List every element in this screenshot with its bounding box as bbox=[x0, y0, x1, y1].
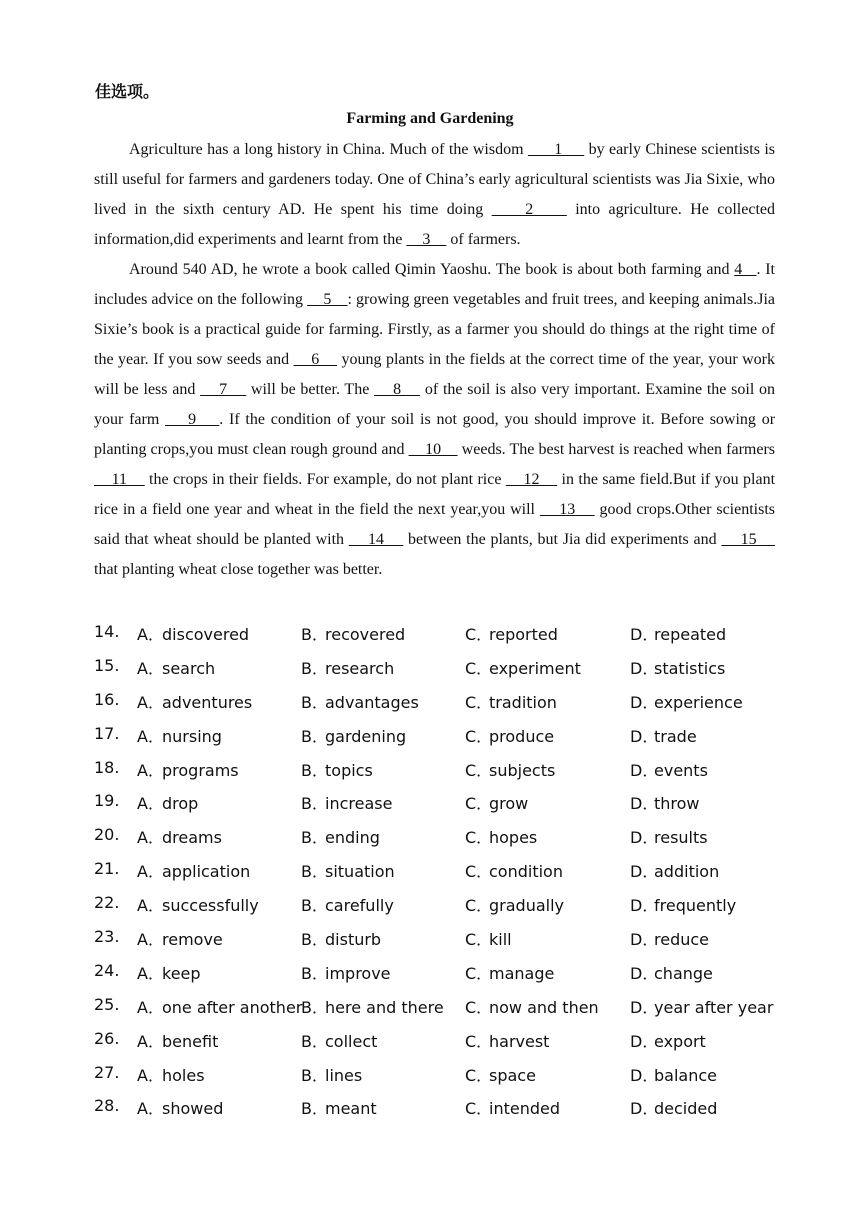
passage-text: between the plants, but Jia did experiments and bbox=[403, 531, 722, 548]
passage-text: : growing green vegetables and fruit trees, and keeping animals.Jia Sixie’s book is a practical guide for farming. Firstly, as a farmer you should do things at the right time of the year. If you sow seeds and bbox=[94, 291, 776, 368]
option-text: application bbox=[162, 862, 251, 882]
question-row bbox=[94, 750, 794, 784]
option-c bbox=[465, 927, 512, 950]
option-b bbox=[301, 690, 419, 713]
option-d bbox=[630, 1096, 717, 1119]
option-text: holes bbox=[162, 1065, 205, 1085]
question-row bbox=[94, 682, 794, 716]
question-row bbox=[94, 1021, 794, 1055]
question-row bbox=[94, 1088, 794, 1122]
option-d bbox=[630, 656, 725, 679]
option-b bbox=[301, 1029, 377, 1052]
blank-2: 2 bbox=[491, 201, 567, 218]
option-text: subjects bbox=[489, 760, 556, 780]
question-number: 20. bbox=[94, 825, 120, 845]
option-letter: B． bbox=[301, 963, 328, 983]
option-text: topics bbox=[325, 760, 373, 780]
option-letter: A． bbox=[137, 1065, 164, 1085]
option-letter: B． bbox=[301, 658, 328, 678]
option-text: hopes bbox=[489, 828, 538, 848]
option-text: meant bbox=[325, 1099, 377, 1119]
question-number: 18. bbox=[94, 757, 120, 777]
option-text: here and there bbox=[325, 997, 444, 1017]
option-d bbox=[630, 961, 713, 984]
option-letter: D． bbox=[630, 963, 659, 983]
option-text: remove bbox=[162, 930, 223, 950]
option-text: research bbox=[325, 658, 395, 678]
passage-text: young plants in the fields at the correct time of the year, your work will be less and bbox=[94, 351, 776, 398]
option-letter: C． bbox=[465, 692, 493, 712]
option-letter: A． bbox=[137, 1031, 164, 1051]
blank-9: 9 bbox=[165, 411, 220, 428]
option-a bbox=[137, 825, 222, 848]
question-options-list bbox=[94, 614, 794, 1122]
blank-13: 13 bbox=[539, 501, 595, 518]
option-c bbox=[465, 791, 528, 814]
option-text: keep bbox=[162, 963, 201, 983]
option-a bbox=[137, 1029, 218, 1052]
option-d bbox=[630, 1029, 706, 1052]
question-number: 25. bbox=[94, 994, 120, 1014]
blank-14: 14 bbox=[348, 531, 404, 548]
option-letter: D． bbox=[630, 658, 659, 678]
passage-text: the crops in their fields. For example, do not plant rice bbox=[144, 471, 506, 488]
option-letter: C． bbox=[465, 896, 493, 916]
question-number: 24. bbox=[94, 960, 120, 980]
question-row bbox=[94, 851, 794, 885]
option-letter: D． bbox=[630, 692, 659, 712]
passage-text: . If the condition of your soil is not good, you should improve it. Before sowing or planting crops,you must clean rough ground and bbox=[94, 411, 776, 458]
option-text: benefit bbox=[162, 1031, 219, 1051]
option-letter: A． bbox=[137, 658, 164, 678]
option-letter: D． bbox=[630, 726, 659, 746]
option-text: grow bbox=[489, 794, 529, 814]
option-letter: A． bbox=[137, 963, 164, 983]
option-letter: D． bbox=[630, 1099, 659, 1119]
blank-4: 4 bbox=[734, 261, 757, 278]
option-d bbox=[630, 825, 708, 848]
option-letter: B． bbox=[301, 930, 328, 950]
option-a bbox=[137, 961, 201, 984]
option-a bbox=[137, 1063, 205, 1086]
option-text: repeated bbox=[654, 625, 727, 644]
option-letter: C． bbox=[465, 726, 493, 746]
question-row bbox=[94, 885, 794, 919]
passage-text: by early Chinese scientists is still useful for farmers and gardeners today. One of China’s early agricultural scientists was Jia Sixie, who lived in the sixth century AD. He spent his time doing bbox=[94, 141, 776, 218]
blank-1: 1 bbox=[527, 141, 585, 158]
option-text: increase bbox=[325, 794, 393, 814]
option-a bbox=[137, 758, 239, 781]
option-c bbox=[465, 995, 599, 1018]
passage-text: into agriculture. He collected information,did experiments and learnt from the bbox=[94, 201, 775, 248]
option-c bbox=[465, 1029, 549, 1052]
question-number: 17. bbox=[94, 723, 120, 743]
option-text: statistics bbox=[654, 658, 726, 678]
option-a bbox=[137, 927, 223, 950]
option-letter: C． bbox=[465, 625, 493, 644]
option-text: results bbox=[654, 828, 708, 848]
option-d bbox=[630, 758, 708, 781]
question-row bbox=[94, 614, 794, 648]
question-number: 22. bbox=[94, 893, 120, 913]
option-text: harvest bbox=[489, 1031, 550, 1051]
option-text: improve bbox=[325, 963, 391, 983]
option-a bbox=[137, 656, 215, 679]
passage bbox=[94, 135, 775, 585]
option-text: adventures bbox=[162, 692, 253, 712]
option-text: nursing bbox=[162, 726, 222, 746]
option-text: balance bbox=[654, 1065, 717, 1085]
paragraph-1 bbox=[94, 135, 775, 255]
option-a bbox=[137, 791, 198, 814]
option-a bbox=[137, 1096, 223, 1119]
option-letter: A． bbox=[137, 760, 164, 780]
option-b bbox=[301, 724, 406, 747]
option-a bbox=[137, 859, 250, 882]
question-row bbox=[94, 648, 794, 682]
question-row bbox=[94, 919, 794, 953]
option-letter: A． bbox=[137, 828, 164, 848]
option-text: year after year bbox=[654, 997, 774, 1017]
passage-text: of the soil is also very important. Examine the soil on your farm bbox=[94, 381, 776, 428]
option-letter: D． bbox=[630, 760, 659, 780]
option-d bbox=[630, 724, 697, 747]
option-c bbox=[465, 724, 554, 747]
option-letter: A． bbox=[137, 896, 164, 916]
option-letter: A． bbox=[137, 997, 164, 1017]
question-row bbox=[94, 987, 794, 1021]
option-text: collect bbox=[325, 1031, 378, 1051]
option-d bbox=[630, 927, 709, 950]
option-letter: D． bbox=[630, 862, 659, 882]
option-text: carefully bbox=[325, 896, 394, 916]
paragraph-2 bbox=[94, 255, 775, 585]
option-text: programs bbox=[162, 760, 239, 780]
option-letter: C． bbox=[465, 1031, 493, 1051]
question-row bbox=[94, 716, 794, 750]
option-letter: B． bbox=[301, 794, 328, 814]
option-a bbox=[137, 995, 302, 1018]
blank-11: 11 bbox=[94, 471, 145, 488]
option-text: reported bbox=[489, 625, 558, 644]
option-c bbox=[465, 758, 555, 781]
passage-title: Farming and Gardening bbox=[346, 110, 514, 127]
option-text: addition bbox=[654, 862, 720, 882]
question-number: 21. bbox=[94, 859, 120, 879]
option-letter: D． bbox=[630, 828, 659, 848]
option-text: decided bbox=[654, 1099, 718, 1119]
option-text: recovered bbox=[325, 625, 406, 644]
option-c bbox=[465, 656, 581, 679]
question-row bbox=[94, 783, 794, 817]
option-b bbox=[301, 1096, 377, 1119]
option-letter: A． bbox=[137, 625, 164, 644]
option-letter: B． bbox=[301, 1065, 328, 1085]
passage-text: in the same field.But if you plant rice in a field one year and wheat in the field the next year,you will bbox=[94, 471, 776, 518]
option-b bbox=[301, 961, 391, 984]
option-text: reduce bbox=[654, 930, 710, 950]
passage-text: will be better. The bbox=[246, 381, 375, 398]
option-text: gradually bbox=[489, 896, 564, 916]
passage-text: . It includes advice on the following bbox=[94, 261, 776, 308]
option-letter: B． bbox=[301, 828, 328, 848]
option-letter: C． bbox=[465, 1099, 493, 1119]
option-letter: C． bbox=[465, 930, 493, 950]
option-letter: A． bbox=[137, 726, 164, 746]
blank-8: 8 bbox=[374, 381, 421, 398]
blank-6: 6 bbox=[293, 351, 338, 368]
option-a bbox=[137, 724, 222, 747]
option-text: events bbox=[654, 760, 708, 780]
option-letter: B． bbox=[301, 625, 328, 644]
option-c bbox=[465, 893, 564, 916]
option-text: one after another bbox=[162, 997, 303, 1017]
question-number: 14. bbox=[94, 622, 120, 641]
passage-text: of farmers. bbox=[446, 231, 521, 248]
option-c bbox=[465, 690, 557, 713]
question-row bbox=[94, 953, 794, 987]
option-b bbox=[301, 825, 380, 848]
option-letter: D． bbox=[630, 625, 659, 644]
option-letter: B． bbox=[301, 1099, 328, 1119]
option-text: change bbox=[654, 963, 713, 983]
option-letter: B． bbox=[301, 997, 328, 1017]
option-text: discovered bbox=[162, 625, 250, 644]
option-text: gardening bbox=[325, 726, 407, 746]
option-d bbox=[630, 893, 736, 916]
option-b bbox=[301, 622, 405, 645]
option-text: lines bbox=[325, 1065, 363, 1085]
option-text: kill bbox=[489, 930, 512, 950]
option-letter: D． bbox=[630, 794, 659, 814]
question-number: 23. bbox=[94, 927, 120, 947]
option-b bbox=[301, 859, 395, 882]
option-letter: A． bbox=[137, 794, 164, 814]
option-letter: C． bbox=[465, 760, 493, 780]
blank-5: 5 bbox=[307, 291, 348, 308]
question-number: 26. bbox=[94, 1028, 120, 1048]
option-text: experience bbox=[654, 692, 743, 712]
blank-3: 3 bbox=[406, 231, 447, 248]
option-letter: B． bbox=[301, 1031, 328, 1051]
option-text: intended bbox=[489, 1099, 560, 1119]
option-text: space bbox=[489, 1065, 536, 1085]
option-d bbox=[630, 995, 773, 1018]
option-text: manage bbox=[489, 963, 555, 983]
option-d bbox=[630, 859, 719, 882]
option-letter: B． bbox=[301, 692, 328, 712]
option-text: tradition bbox=[489, 692, 557, 712]
option-d bbox=[630, 1063, 717, 1086]
option-letter: C． bbox=[465, 658, 493, 678]
option-b bbox=[301, 893, 394, 916]
question-number: 27. bbox=[94, 1062, 120, 1082]
option-letter: C． bbox=[465, 963, 493, 983]
option-d bbox=[630, 690, 743, 713]
blank-15: 15 bbox=[721, 531, 776, 548]
option-text: condition bbox=[489, 862, 563, 882]
question-number: 15. bbox=[94, 655, 120, 675]
option-letter: B． bbox=[301, 896, 328, 916]
option-c bbox=[465, 825, 537, 848]
option-letter: B． bbox=[301, 862, 328, 882]
option-letter: C． bbox=[465, 862, 493, 882]
option-letter: D． bbox=[630, 1065, 659, 1085]
option-b bbox=[301, 995, 444, 1018]
option-text: drop bbox=[162, 794, 199, 814]
option-letter: A． bbox=[137, 1099, 164, 1119]
option-letter: C． bbox=[465, 828, 493, 848]
option-text: produce bbox=[489, 726, 555, 746]
option-letter: D． bbox=[630, 1031, 659, 1051]
option-text: advantages bbox=[325, 692, 419, 712]
passage-text: Around 540 AD, he wrote a book called Qimin Yaoshu. The book is about both farming and bbox=[129, 261, 735, 278]
option-d bbox=[630, 622, 726, 645]
question-number: 16. bbox=[94, 689, 120, 709]
passage-text: weeds. The best harvest is reached when farmers bbox=[457, 441, 776, 458]
option-a bbox=[137, 893, 259, 916]
option-text: now and then bbox=[489, 997, 599, 1017]
option-c bbox=[465, 1063, 536, 1086]
option-c bbox=[465, 961, 554, 984]
option-letter: B． bbox=[301, 726, 328, 746]
option-letter: C． bbox=[465, 997, 493, 1017]
option-c bbox=[465, 622, 558, 645]
option-b bbox=[301, 758, 373, 781]
option-b bbox=[301, 927, 381, 950]
passage-text: good crops.Other scientists said that wheat should be planted with bbox=[94, 501, 776, 548]
option-text: ending bbox=[325, 828, 380, 848]
option-letter: C． bbox=[465, 794, 493, 814]
passage-text: Agriculture has a long history in China. Much of the wisdom bbox=[129, 141, 528, 158]
option-text: experiment bbox=[489, 658, 581, 678]
passage-text: that planting wheat close together was better. bbox=[94, 561, 383, 578]
question-row bbox=[94, 817, 794, 851]
option-letter: A． bbox=[137, 692, 164, 712]
intro-text: 佳选项。 bbox=[95, 82, 160, 101]
option-text: showed bbox=[162, 1099, 224, 1119]
option-letter: D． bbox=[630, 997, 659, 1017]
question-number: 19. bbox=[94, 791, 120, 811]
option-text: frequently bbox=[654, 896, 737, 916]
question-number: 28. bbox=[94, 1096, 120, 1116]
option-b bbox=[301, 791, 392, 814]
option-text: throw bbox=[654, 794, 700, 814]
option-letter: D． bbox=[630, 930, 659, 950]
option-text: successfully bbox=[162, 896, 259, 916]
option-text: disturb bbox=[325, 930, 382, 950]
option-b bbox=[301, 656, 394, 679]
option-letter: C． bbox=[465, 1065, 493, 1085]
blank-12: 12 bbox=[505, 471, 558, 488]
option-a bbox=[137, 690, 252, 713]
option-b bbox=[301, 1063, 362, 1086]
question-row bbox=[94, 1055, 794, 1089]
blank-7: 7 bbox=[200, 381, 247, 398]
option-text: search bbox=[162, 658, 216, 678]
option-a bbox=[137, 622, 249, 645]
option-d bbox=[630, 791, 700, 814]
option-text: situation bbox=[325, 862, 395, 882]
option-letter: A． bbox=[137, 930, 164, 950]
option-c bbox=[465, 859, 563, 882]
option-text: dreams bbox=[162, 828, 222, 848]
blank-10: 10 bbox=[408, 441, 458, 458]
option-letter: B． bbox=[301, 760, 328, 780]
option-c bbox=[465, 1096, 560, 1119]
option-text: export bbox=[654, 1031, 706, 1051]
option-letter: D． bbox=[630, 896, 659, 916]
option-text: trade bbox=[654, 726, 697, 746]
option-letter: A． bbox=[137, 862, 164, 882]
